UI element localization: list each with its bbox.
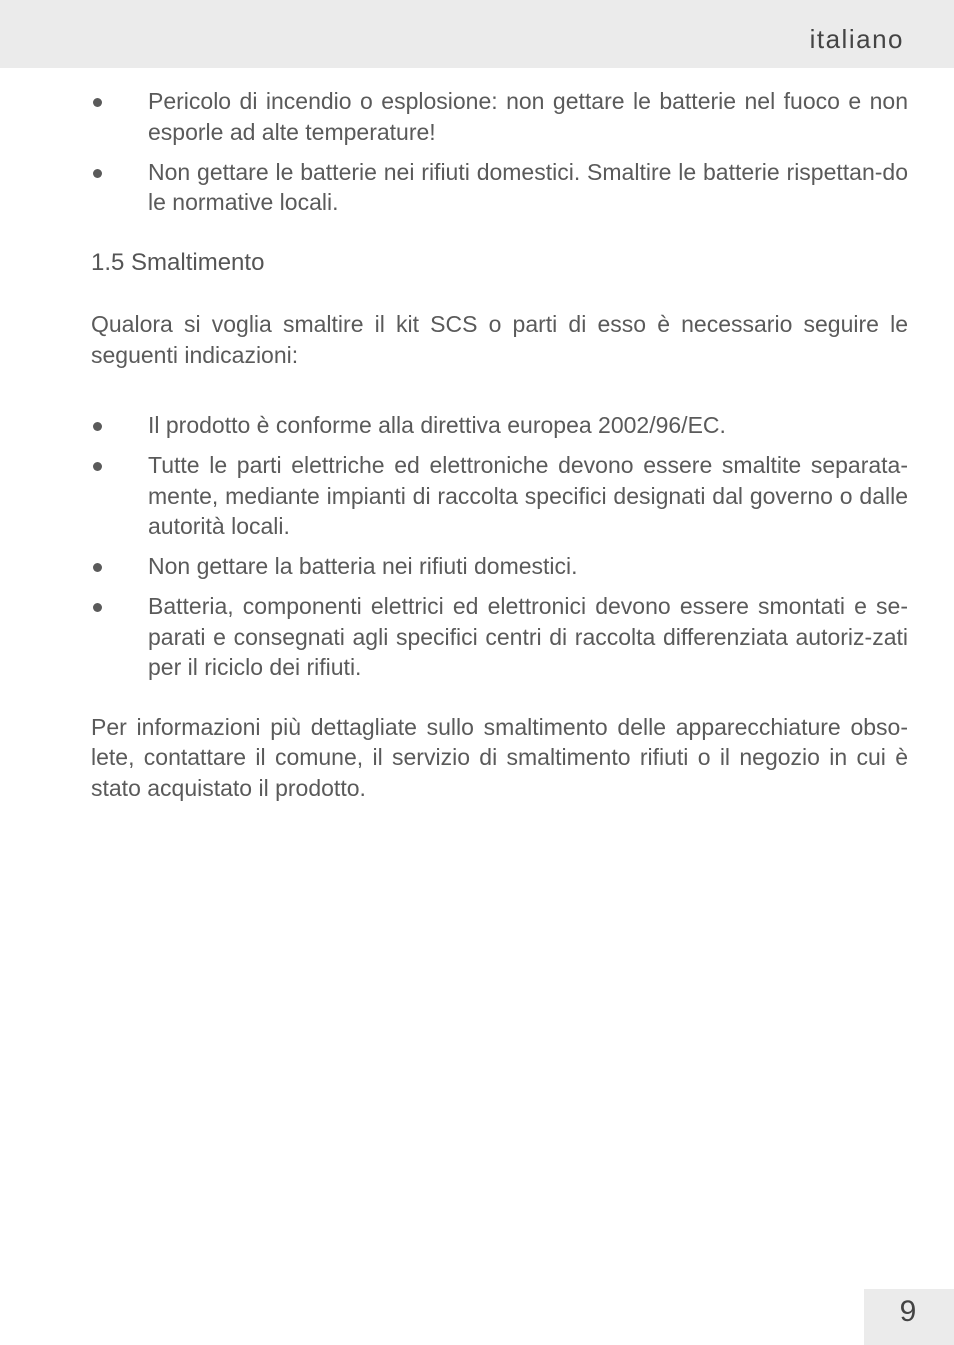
list-item xyxy=(91,157,908,218)
list-item xyxy=(91,591,908,683)
bullet-icon xyxy=(93,422,102,431)
page-content xyxy=(91,86,908,803)
list-item xyxy=(91,86,908,147)
bullet-icon xyxy=(93,462,102,471)
list-item-text: Il prodotto è conforme alla direttiva europea 2002/96/EC. xyxy=(148,412,726,438)
section-heading: 1.5 Smaltimento xyxy=(91,248,265,276)
list-item-text: Tutte le parti elettriche ed elettroniche devono essere smaltite separata-mente, mediante impianti di raccolta specifici designati dal governo o dalle autorità locali. xyxy=(148,452,908,539)
bullet-icon xyxy=(93,603,102,612)
page-number: 9 xyxy=(899,1295,917,1328)
list-item-text: Non gettare le batterie nei rifiuti domestici. Smaltire le batterie rispettan-do le normative locali. xyxy=(148,158,908,215)
bullet-icon xyxy=(93,169,102,178)
bullet-icon xyxy=(93,563,102,572)
list-item-text: Pericolo di incendio o esplosione: non gettare le batterie nel fuoco e non esporle ad alte temperature! xyxy=(148,88,908,145)
language-label: italiano xyxy=(809,24,904,54)
list-item xyxy=(91,551,908,582)
list-item xyxy=(91,450,908,542)
bullet-icon xyxy=(93,98,102,107)
header-band xyxy=(0,0,954,68)
list-item xyxy=(91,410,908,441)
list-item-text: Non gettare la batteria nei rifiuti domestici. xyxy=(148,553,578,579)
list-item-text: Batteria, componenti elettrici ed elettronici devono essere smontati e se-parati e consegnati agli specifici centri di raccolta differenziata autoriz-zati per il riciclo dei rifiuti. xyxy=(148,593,908,680)
closing-paragraph: Per informazioni più dettagliate sullo smaltimento delle apparecchiature obso-lete, contattare il comune, il servizio di smaltimento rifiuti o il negozio in cui è stato acquistato il prodotto. xyxy=(91,713,908,801)
safety-bullet-list xyxy=(91,86,908,218)
page-number-box xyxy=(864,1289,954,1345)
disposal-bullet-list xyxy=(91,410,908,683)
intro-paragraph: Qualora si voglia smaltire il kit SCS o parti di esso è necessario seguire le seguenti indicazioni: xyxy=(91,311,908,368)
